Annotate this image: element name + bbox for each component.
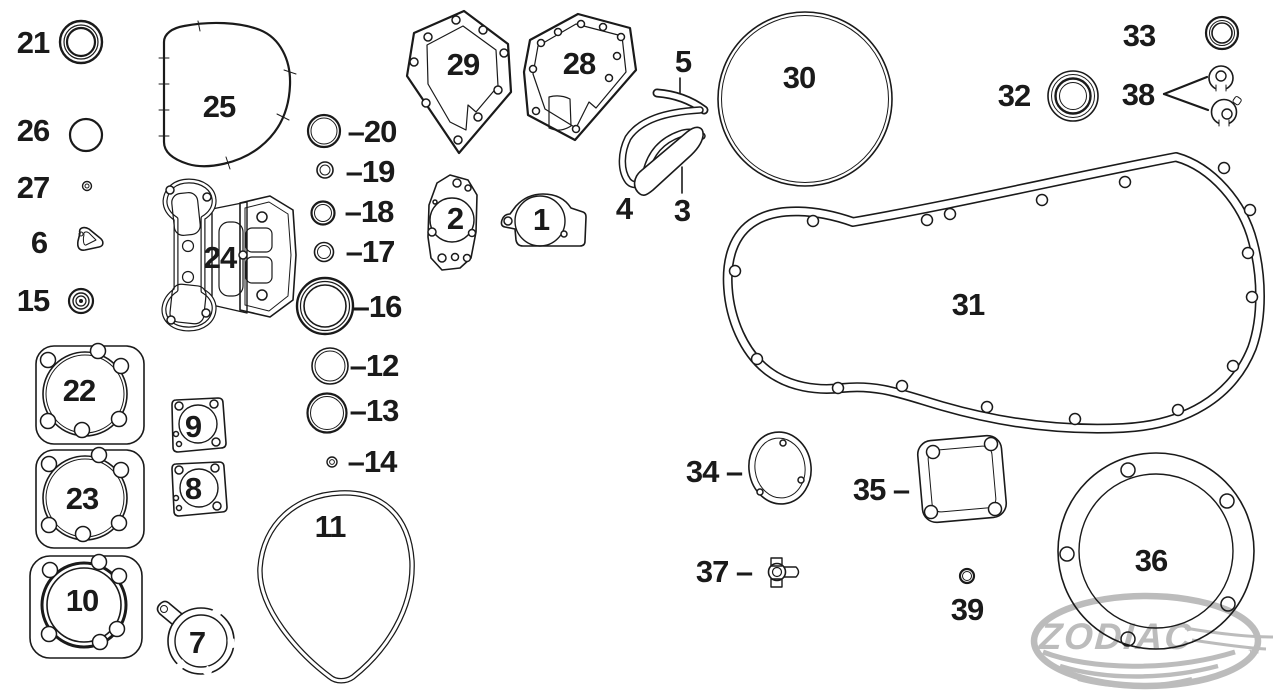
part-30-label: 30 — [782, 60, 816, 95]
part-29-drawing — [407, 11, 511, 153]
part-31-drawing — [728, 157, 1260, 429]
part-2-label: 2 — [446, 201, 464, 236]
part-10-label: 10 — [65, 583, 99, 618]
part-26-label: 26 — [16, 113, 50, 148]
part-18-drawing — [312, 202, 335, 225]
part-27-label: 27 — [16, 170, 50, 205]
zodiac-logo — [1034, 596, 1273, 686]
part-15-drawing — [69, 289, 93, 313]
part-22-label: 22 — [62, 373, 96, 408]
part-39-label: 39 — [950, 592, 984, 627]
part-3-label: 3 — [673, 193, 691, 228]
part-33-label: 33 — [1122, 18, 1156, 53]
part-35-label: 35 – — [852, 472, 910, 507]
part-19-drawing — [317, 162, 333, 178]
zodiac-logo-text: ZODIAC — [1038, 615, 1195, 657]
part-39-drawing — [960, 569, 974, 583]
part-32-label: 32 — [997, 78, 1031, 113]
part-6-drawing — [78, 228, 103, 251]
part-12-label: –12 — [349, 348, 399, 383]
part-38-drawing — [1164, 66, 1242, 127]
part-15-label: 15 — [16, 283, 50, 318]
part-20-label: –20 — [347, 114, 397, 149]
part-14-drawing — [327, 457, 337, 467]
part-17-drawing — [315, 243, 334, 262]
part-21-drawing — [60, 21, 102, 63]
part-23-label: 23 — [65, 481, 99, 516]
part-21-label: 21 — [16, 25, 50, 60]
part-37-label: 37 – — [695, 554, 753, 589]
part-4-label: 4 — [615, 191, 633, 226]
part-24-label: 24 — [203, 240, 237, 275]
part-35-drawing — [917, 434, 1008, 523]
part-5-label: 5 — [674, 44, 692, 79]
part-13-drawing — [308, 394, 347, 433]
part-34-drawing — [744, 428, 815, 508]
part-29-label: 29 — [446, 47, 480, 82]
part-37-drawing — [769, 558, 799, 587]
part-36-label: 36 — [1134, 543, 1168, 578]
part-17-label: –17 — [345, 234, 395, 269]
part-38-label: 38 — [1121, 77, 1155, 112]
part-13-label: –13 — [349, 393, 399, 428]
part-14-label: –14 — [347, 444, 397, 479]
part-9-label: 9 — [184, 409, 202, 444]
part-18-label: –18 — [344, 194, 394, 229]
part-11-label: 11 — [314, 509, 346, 544]
part-7-label: 7 — [188, 625, 206, 660]
part-28-label: 28 — [562, 46, 596, 81]
part-8-label: 8 — [184, 471, 202, 506]
part-1-label: 1 — [532, 202, 550, 237]
part-30-drawing — [718, 12, 892, 186]
part-6-label: 6 — [30, 225, 48, 260]
part-34-label: 34 – — [685, 454, 743, 489]
part-25-label: 25 — [202, 89, 236, 124]
part-16-label: –16 — [352, 289, 402, 324]
part-33-drawing — [1206, 17, 1238, 49]
part-19-label: –19 — [345, 154, 395, 189]
part-31-label: 31 — [951, 287, 985, 322]
zodiac-trademark: ™ — [1248, 647, 1260, 661]
part-32-drawing — [1048, 71, 1098, 121]
part-27-drawing — [83, 182, 92, 191]
part-12-drawing — [312, 348, 348, 384]
part-20-drawing — [308, 115, 340, 147]
part-26-drawing — [70, 119, 102, 151]
part-16-drawing — [297, 278, 353, 334]
